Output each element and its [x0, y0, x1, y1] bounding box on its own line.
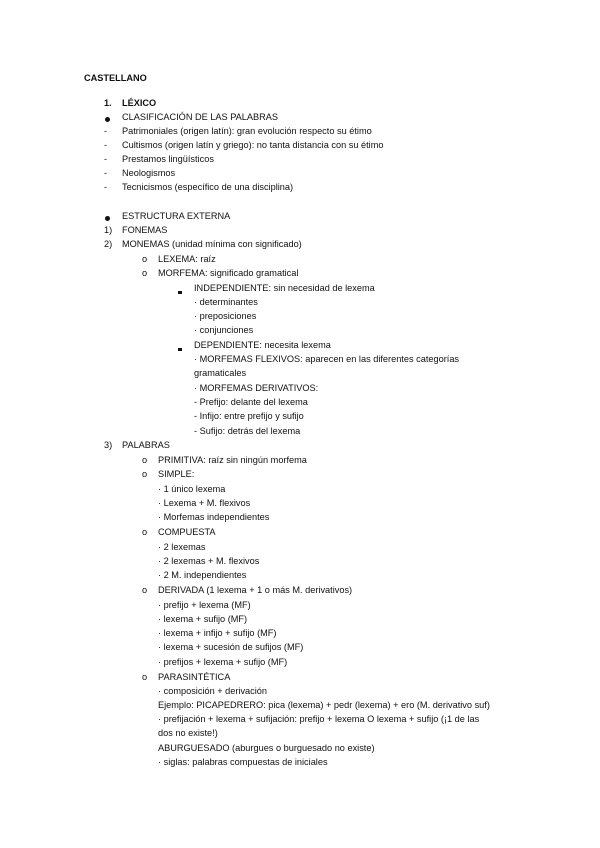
list-item: · preposiciones [194, 311, 257, 321]
list-number: 3) [104, 440, 113, 450]
section-number: 1. [104, 98, 112, 108]
list-item: COMPUESTA [158, 527, 216, 537]
bullet-square-icon [178, 342, 182, 354]
list-item: · Lexema + M. flexivos [158, 498, 251, 508]
list-number: 2) [104, 239, 113, 249]
list-item: Patrimoniales (origen latín): gran evolución respecto su étimo [122, 126, 372, 136]
list-item: · lexema + sufijo (MF) [158, 614, 248, 624]
list-item: Ejemplo: PICAPEDRERO: pica (lexema) + pedr (lexema) + ero (M. derivativo suf) [158, 700, 490, 710]
list-item: · determinantes [194, 297, 258, 307]
list-item: DERIVADA (1 lexema + 1 o más M. derivativos) [158, 585, 353, 595]
list-item: - Prefijo: delante del lexema [194, 397, 308, 407]
list-item: · lexema + infijo + sufijo (MF) [158, 628, 277, 638]
dash-icon: - [104, 140, 108, 150]
list-item: · 2 M. independientes [158, 570, 247, 580]
list-item: MORFEMA: significado gramatical [158, 268, 299, 278]
dash-icon: - [104, 154, 108, 164]
list-item: FONEMAS [122, 225, 168, 235]
list-item: PALABRAS [122, 440, 170, 450]
list-item: · conjunciones [194, 325, 254, 335]
document-title: CASTELLANO [84, 73, 147, 83]
list-item: · MORFEMAS FLEXIVOS: aparecen en las diferentes categorías [194, 354, 460, 364]
list-item: · 2 lexemas [158, 542, 206, 552]
list-item: SIMPLE: [158, 469, 195, 479]
list-item: PARASINTÉTICA [158, 672, 231, 682]
list-item: - Sufijo: detrás del lexema [194, 426, 301, 436]
list-item: ABURGUESADO (aburgues o burguesado no existe) [158, 743, 375, 753]
list-item: · prefijo + lexema (MF) [158, 600, 251, 610]
bullet-square-icon [178, 285, 182, 297]
bullet-o-icon: o [142, 268, 148, 278]
list-item: gramaticales [194, 368, 247, 378]
bullet-o-icon: o [142, 254, 148, 264]
dash-icon: - [104, 126, 108, 136]
bullet-o-icon: o [142, 672, 148, 682]
dash-icon: - [104, 182, 108, 192]
bullet-dot-icon [105, 113, 110, 125]
list-item: INDEPENDIENTE: sin necesidad de lexema [194, 283, 375, 293]
bullet-dot-icon [105, 212, 110, 224]
list-item: · 2 lexemas + M. flexivos [158, 556, 260, 566]
list-item: MONEMAS (unidad mínima con significado) [122, 239, 302, 249]
dash-icon: - [104, 168, 108, 178]
list-number: 1) [104, 225, 113, 235]
list-item: Prestamos lingüísticos [122, 154, 214, 164]
list-item: Neologismos [122, 168, 176, 178]
list-item: · composición + derivación [158, 686, 268, 696]
list-item: · siglas: palabras compuestas de iniciales [158, 757, 328, 767]
list-item: Tecnicismos (específico de una disciplina) [122, 182, 294, 192]
list-item: LEXEMA: raíz [158, 254, 216, 264]
list-item: - Infijo: entre prefijo y sufijo [194, 411, 304, 421]
bullet-o-icon: o [142, 527, 148, 537]
list-item: · MORFEMAS DERIVATIVOS: [194, 383, 319, 393]
bullet-o-icon: o [142, 469, 148, 479]
section-heading: LÉXICO [122, 98, 157, 108]
list-item: · Morfemas independientes [158, 512, 270, 522]
bullet-o-icon: o [142, 585, 148, 595]
list-item: DEPENDIENTE: necesita lexema [194, 340, 331, 350]
list-item: PRIMITIVA: raíz sin ningún morfema [158, 455, 307, 465]
list-item: · lexema + sucesión de sufijos (MF) [158, 642, 304, 652]
list-item: · 1 único lexema [158, 484, 226, 494]
list-item: · prefijos + lexema + sufijo (MF) [158, 657, 288, 667]
list-item: Cultismos (origen latín y griego): no tanta distancia con su étimo [122, 140, 384, 150]
list-item: dos no existe!) [158, 728, 218, 738]
subsection-heading: ESTRUCTURA EXTERNA [122, 211, 231, 221]
subsection-heading: CLASIFICACIÓN DE LAS PALABRAS [122, 112, 279, 122]
list-item: · prefijación + lexema + sufijación: prefijo + lexema O lexema + sufijo (¡1 de las [158, 714, 480, 724]
bullet-o-icon: o [142, 455, 148, 465]
